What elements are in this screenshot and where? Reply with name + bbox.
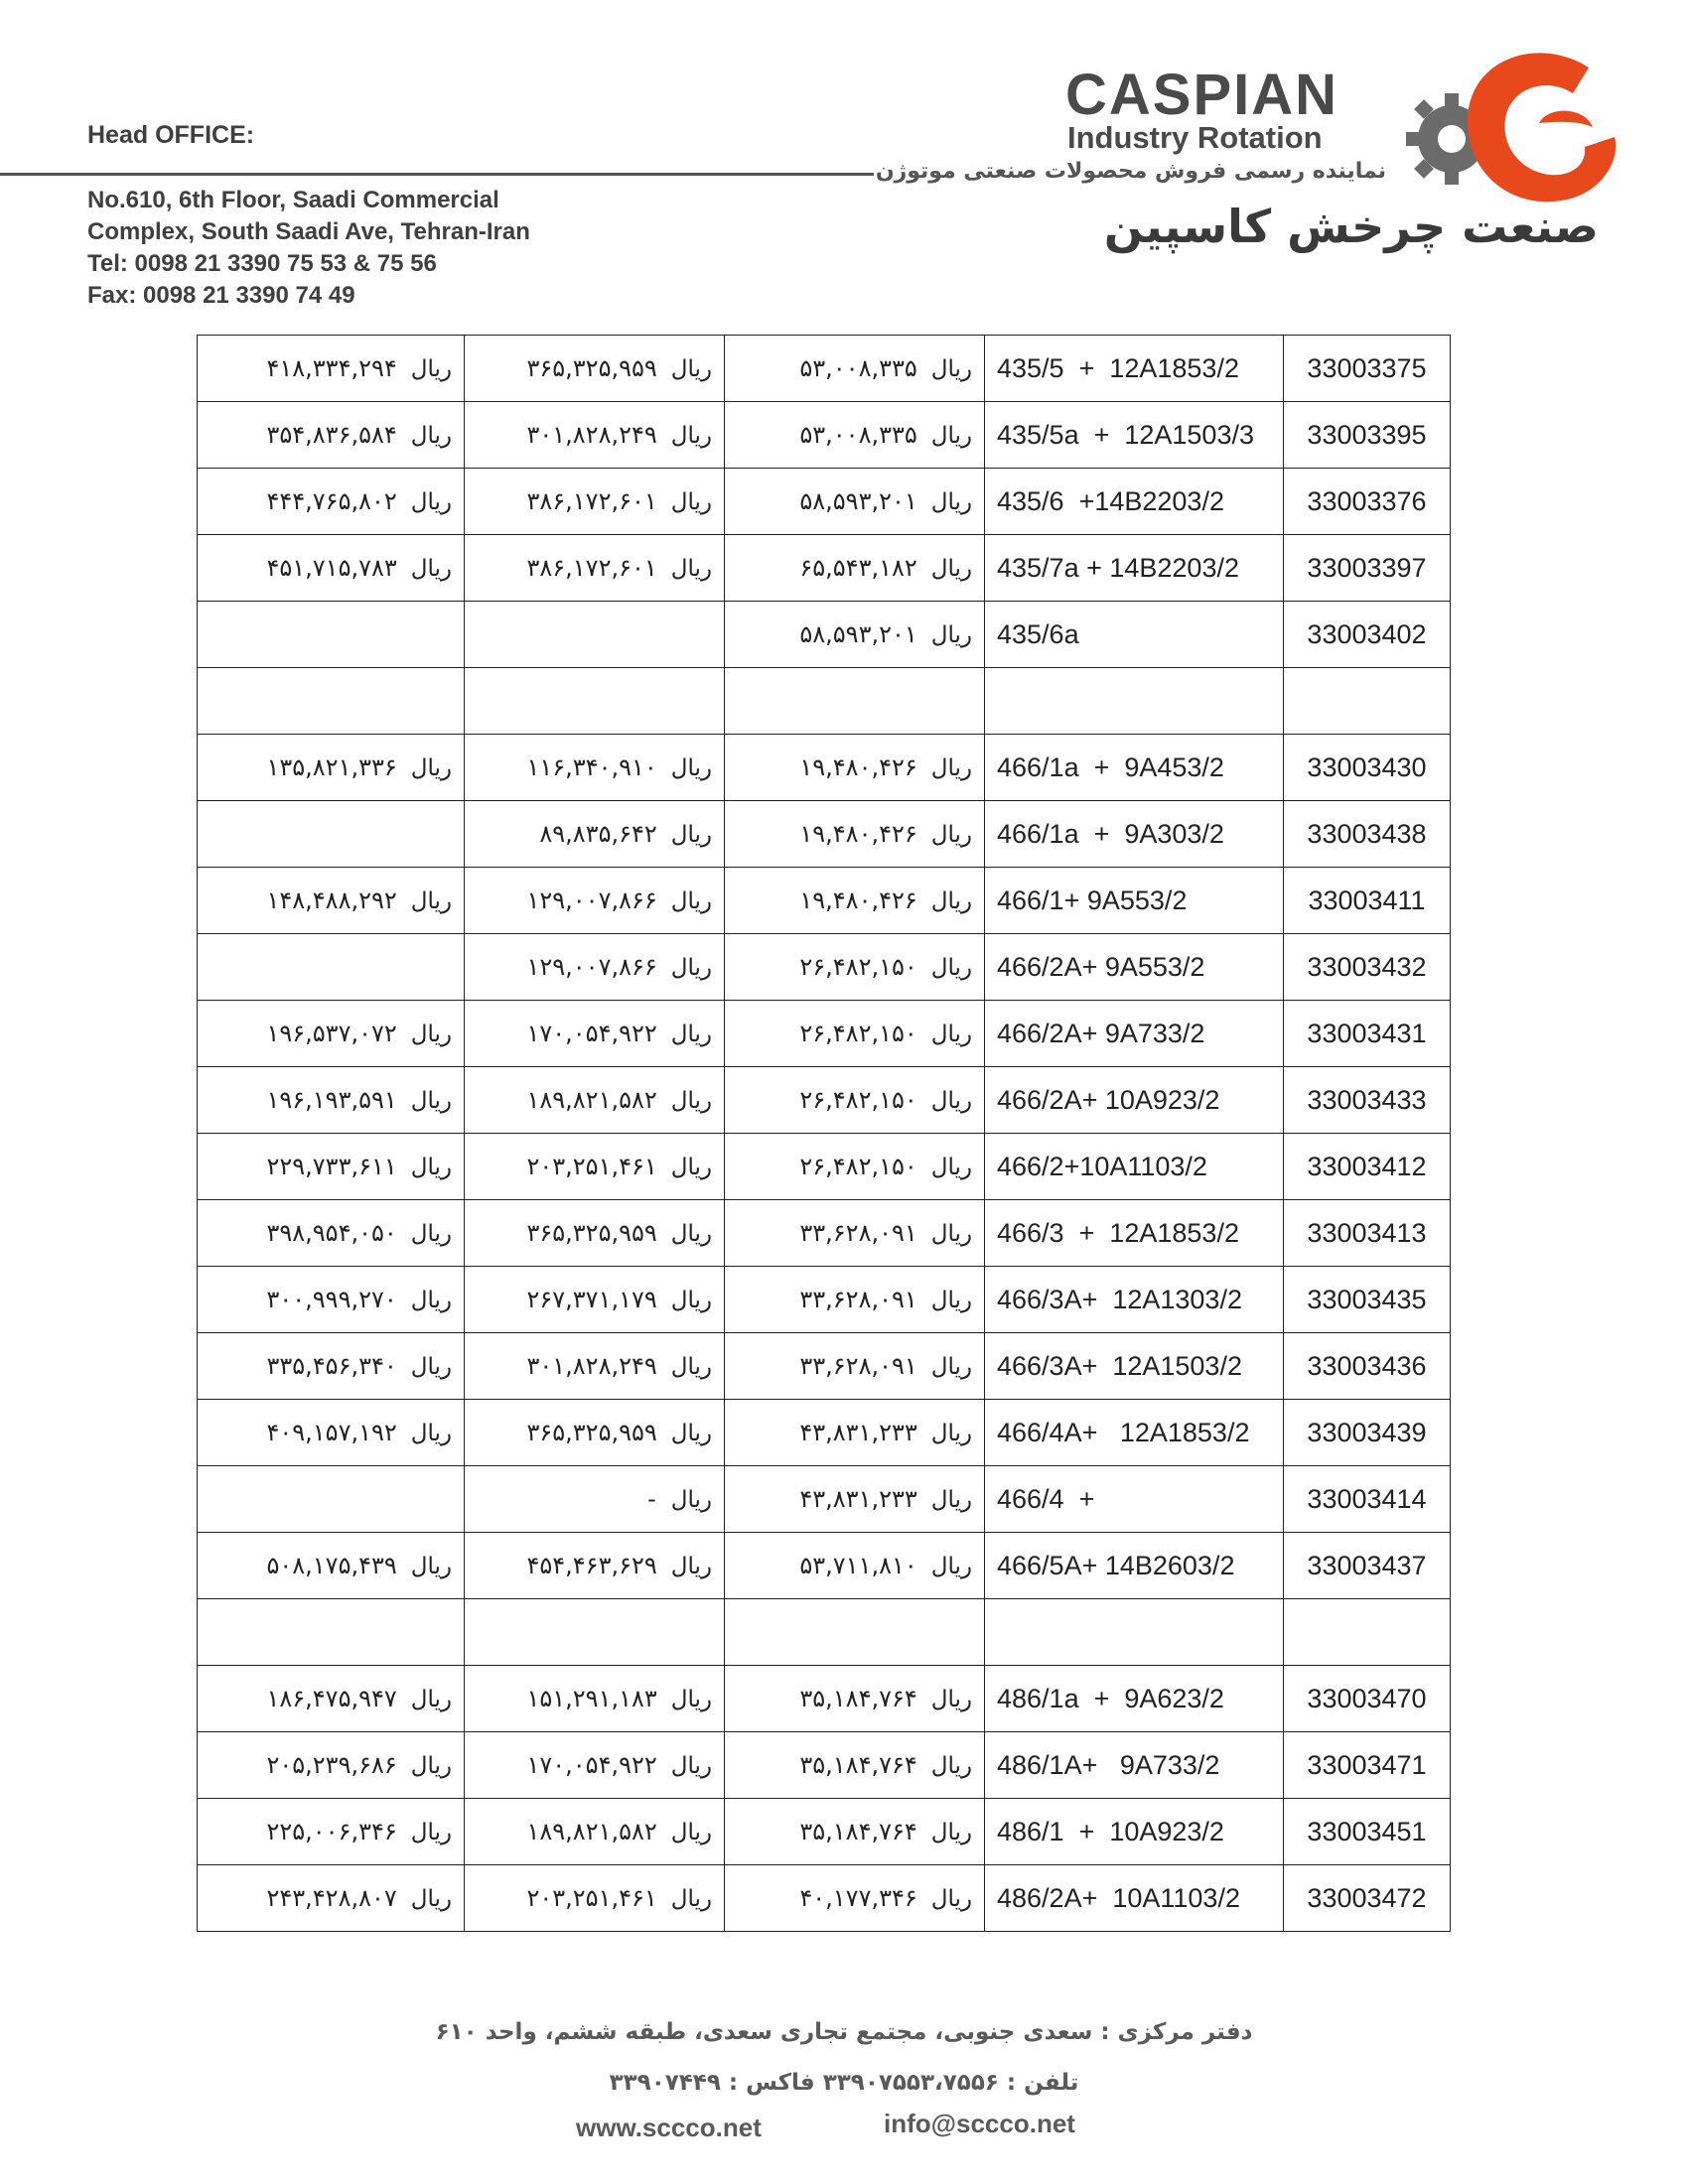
gearbox-price-cell [725,402,985,469]
total-price-cell [198,1799,465,1865]
amount: ۱۸۶,۴۷۵,۹۴۷ [266,1685,397,1712]
currency-label: ریال [410,1155,452,1180]
table-row [198,1466,1451,1533]
table-row [198,1533,1451,1599]
table-row [198,1666,1451,1732]
table-row [198,1865,1451,1932]
total-price-cell [198,1134,465,1200]
gearbox-price-cell [725,868,985,934]
amount: ۲۶,۴۸۲,۱۵۰ [799,1086,917,1114]
motor-price-cell [465,1267,725,1333]
model-cell: 435/7a + 14B2203/2 [985,535,1284,602]
table-row [198,1599,1451,1666]
currency-label: ریال [930,1288,972,1313]
table-row [198,668,1451,735]
amount: ۲۲۹,۷۳۳,۶۱۱ [266,1153,397,1180]
model-cell: 466/3A+ 12A1503/2 [985,1333,1284,1400]
currency-label: ریال [410,423,452,449]
motor-price-cell [465,868,725,934]
currency-label: ریال [930,1820,972,1845]
gearbox-price-cell [725,1732,985,1799]
total-price-cell [198,469,465,535]
currency-label: ریال [670,1687,712,1712]
currency-label: ریال [670,356,712,382]
motor-price-cell [465,469,725,535]
header-divider [0,173,874,176]
code-cell: 33003471 [1284,1732,1451,1799]
gearbox-price-cell [725,801,985,868]
currency-label: ریال [670,423,712,449]
amount: ۵۳,۰۰۸,۳۳۵ [799,421,917,449]
total-price-cell [198,1001,465,1067]
currency-label: ریال [410,1753,452,1779]
amount: ۲۲۵,۰۰۶,۳۴۶ [266,1818,397,1845]
model-cell: 466/1a + 9A453/2 [985,735,1284,801]
currency-label: ریال [410,356,452,382]
code-cell: 33003470 [1284,1666,1451,1732]
motor-price-cell [465,1533,725,1599]
currency-label: ریال [930,556,972,582]
amount: ۱۹۶,۱۹۳,۵۹۱ [266,1086,397,1114]
currency-label: ریال [670,1155,712,1180]
currency-label: ریال [410,1554,452,1579]
amount: ۳۵۴,۸۳۶,۵۸۴ [266,421,397,449]
model-cell: 466/3 + 12A1853/2 [985,1200,1284,1267]
amount: ۳۰۱,۸۲۸,۲۴۹ [526,421,657,449]
amount: ۲۶,۴۸۲,۱۵۰ [799,1153,917,1180]
gearbox-price-cell [725,1200,985,1267]
amount: ۳۶۵,۳۲۵,۹۵۹ [526,1219,657,1247]
table-row [198,1200,1451,1267]
amount: ۳۳,۶۲۸,۰۹۱ [799,1286,917,1313]
total-price-cell [198,801,465,868]
amount: ۱۸۹,۸۲۱,۵۸۲ [526,1818,657,1845]
motor-price-cell [465,602,725,668]
model-cell [985,1599,1284,1666]
price-table-body [198,336,1451,1932]
currency-label: ریال [410,1820,452,1845]
gearbox-price-cell [725,668,985,735]
total-price-cell [198,1400,465,1466]
tel-line: Tel: 0098 21 3390 75 53 & 75 56 [87,250,437,277]
model-cell [985,668,1284,735]
brand-tagline: نماینده رسمی فروش محصولات صنعتی موتوژن [875,159,1386,184]
motor-price-cell [465,1732,725,1799]
amount: ۳۵,۱۸۴,۷۶۴ [799,1818,917,1845]
currency-label: ریال [410,1687,452,1712]
amount: ۳۶۵,۳۲۵,۹۵۹ [526,354,657,382]
amount: ۱۴۸,۴۸۸,۲۹۲ [266,887,397,914]
code-cell: 33003432 [1284,934,1451,1001]
motor-price-cell [465,1400,725,1466]
total-price-cell [198,668,465,735]
model-cell: 466/2+10A1103/2 [985,1134,1284,1200]
total-price-cell [198,336,465,402]
model-cell: 466/5A+ 14B2603/2 [985,1533,1284,1599]
gearbox-price-cell [725,1799,985,1865]
amount: ۳۵,۱۸۴,۷۶۴ [799,1751,917,1779]
code-cell: 33003397 [1284,535,1451,602]
total-price-cell [198,1466,465,1533]
motor-price-cell [465,1666,725,1732]
code-cell: 33003436 [1284,1333,1451,1400]
currency-label: ریال [410,1354,452,1380]
amount: - [647,1485,657,1513]
amount: ۱۲۹,۰۰۷,۸۶۶ [526,953,657,981]
amount: ۴۰۹,۱۵۷,۱۹۲ [266,1419,397,1446]
currency-label: ریال [930,888,972,914]
table-row [198,602,1451,668]
price-table [197,335,1451,1932]
currency-label: ریال [670,1886,712,1912]
currency-label: ریال [930,755,972,781]
currency-label: ریال [670,755,712,781]
total-price-cell [198,1666,465,1732]
amount: ۳۰۰,۹۹۹,۲۷۰ [266,1286,397,1313]
office-title: Head OFFICE: [87,121,255,149]
total-price-cell [198,1267,465,1333]
gearbox-price-cell [725,1134,985,1200]
currency-label: ریال [670,489,712,515]
table-row [198,1799,1451,1865]
amount: ۱۲۹,۰۰۷,۸۶۶ [526,887,657,914]
currency-label: ریال [930,489,972,515]
code-cell: 33003435 [1284,1267,1451,1333]
code-cell [1284,1599,1451,1666]
total-price-cell [198,735,465,801]
amount: ۲۰۳,۲۵۱,۴۶۱ [526,1153,657,1180]
code-cell: 33003375 [1284,336,1451,402]
table-row [198,1001,1451,1067]
currency-label: ریال [930,1487,972,1513]
motor-price-cell [465,336,725,402]
table-row [198,1333,1451,1400]
amount: ۱۷۰,۰۵۴,۹۲۲ [526,1751,657,1779]
amount: ۳۳,۶۲۸,۰۹۱ [799,1352,917,1380]
code-cell: 33003433 [1284,1067,1451,1134]
currency-label: ریال [670,888,712,914]
model-cell: 486/1a + 9A623/2 [985,1666,1284,1732]
motor-price-cell [465,1134,725,1200]
amount: ۱۳۵,۸۲۱,۳۳۶ [266,753,397,781]
gearbox-price-cell [725,1067,985,1134]
currency-label: ریال [670,556,712,582]
gearbox-price-cell [725,1599,985,1666]
total-price-cell [198,1533,465,1599]
currency-label: ریال [410,1421,452,1446]
brand-name: CASPIAN [1065,63,1339,127]
amount: ۴۴۴,۷۶۵,۸۰۲ [266,487,397,515]
amount: ۳۵,۱۸۴,۷۶۴ [799,1685,917,1712]
footer-website-link[interactable]: www.sccco.net [576,2113,762,2142]
gearbox-price-cell [725,469,985,535]
currency-label: ریال [930,822,972,848]
model-cell: 466/4 + [985,1466,1284,1533]
motor-price-cell [465,1067,725,1134]
amount: ۳۳۵,۴۵۶,۳۴۰ [266,1352,397,1380]
code-cell: 33003402 [1284,602,1451,668]
amount: ۳۳,۶۲۸,۰۹۱ [799,1219,917,1247]
currency-label: ریال [410,1088,452,1114]
motor-price-cell [465,1865,725,1932]
table-row [198,801,1451,868]
total-price-cell [198,868,465,934]
amount: ۴۵۴,۴۶۳,۶۲۹ [526,1552,657,1579]
gearbox-price-cell [725,1533,985,1599]
table-row [198,535,1451,602]
gearbox-price-cell [725,602,985,668]
gearbox-price-cell [725,1400,985,1466]
office-address [87,185,530,312]
currency-label: ریال [670,1288,712,1313]
amount: ۱۱۶,۳۴۰,۹۱۰ [526,753,657,781]
table-row [198,1732,1451,1799]
currency-label: ریال [930,622,972,648]
currency-label: ریال [670,1554,712,1579]
amount: ۴۰,۱۷۷,۳۴۶ [799,1884,917,1912]
footer-address: دفتر مرکزی : سعدی جنوبی، مجتمع تجاری سعدی، طبقه ششم، واحد ۶۱۰ [435,2019,1253,2045]
gearbox-price-cell [725,1865,985,1932]
amount: ۵۸,۵۹۳,۲۰۱ [799,487,917,515]
motor-price-cell [465,1466,725,1533]
brand-persian-name: صنعت چرخش کاسپین [1103,200,1599,253]
currency-label: ریال [410,1022,452,1047]
currency-label: ریال [670,1022,712,1047]
fax-line: Fax: 0098 21 3390 74 49 [87,282,355,309]
currency-label: ریال [930,1554,972,1579]
total-price-cell [198,1333,465,1400]
total-price-cell [198,602,465,668]
currency-label: ریال [410,489,452,515]
motor-price-cell [465,735,725,801]
currency-label: ریال [670,1221,712,1247]
amount: ۵۳,۷۱۱,۸۱۰ [799,1552,917,1579]
model-cell: 486/1 + 10A923/2 [985,1799,1284,1865]
motor-price-cell [465,801,725,868]
currency-label: ریال [930,1354,972,1380]
amount: ۲۰۳,۲۵۱,۴۶۱ [526,1884,657,1912]
motor-price-cell [465,1333,725,1400]
total-price-cell [198,1732,465,1799]
total-price-cell [198,402,465,469]
motor-price-cell [465,1799,725,1865]
amount: ۶۵,۵۴۳,۱۸۲ [799,554,917,582]
currency-label: ریال [410,1886,452,1912]
model-cell: 435/6a [985,602,1284,668]
amount: ۳۰۱,۸۲۸,۲۴۹ [526,1352,657,1380]
code-cell: 33003431 [1284,1001,1451,1067]
code-cell: 33003411 [1284,868,1451,934]
address-line: Complex, South Saadi Ave, Tehran-Iran [87,218,530,245]
currency-label: ریال [410,755,452,781]
code-cell: 33003430 [1284,735,1451,801]
total-price-cell [198,1200,465,1267]
currency-label: ریال [930,1421,972,1446]
gearbox-price-cell [725,535,985,602]
amount: ۱۹,۴۸۰,۴۲۶ [799,753,917,781]
table-row [198,469,1451,535]
total-price-cell [198,535,465,602]
gearbox-price-cell [725,1267,985,1333]
amount: ۱۵۱,۲۹۱,۱۸۳ [526,1685,657,1712]
swirl-mark [1468,53,1616,202]
motor-price-cell [465,535,725,602]
gearbox-price-cell [725,934,985,1001]
model-cell: 486/1A+ 9A733/2 [985,1732,1284,1799]
table-row [198,934,1451,1001]
model-cell: 466/2A+ 10A923/2 [985,1067,1284,1134]
footer-phone: تلفن : ۳۳۹۰۷۵۵۳،۷۵۵۶ فاکس : ۳۳۹۰۷۴۴۹ [609,2070,1079,2096]
swirl-inner [1539,111,1593,127]
currency-label: ریال [930,1088,972,1114]
gearbox-price-cell [725,1001,985,1067]
currency-label: ریال [410,556,452,582]
amount: ۴۳,۸۳۱,۲۳۳ [799,1419,917,1446]
amount: ۱۷۰,۰۵۴,۹۲۲ [526,1020,657,1047]
code-cell: 33003451 [1284,1799,1451,1865]
amount: ۲۶,۴۸۲,۱۵۰ [799,1020,917,1047]
caspian-logo-icon [1390,28,1638,256]
currency-label: ریال [670,1753,712,1779]
model-cell: 466/2A+ 9A553/2 [985,934,1284,1001]
table-row [198,1267,1451,1333]
gearbox-price-cell [725,1466,985,1533]
amount: ۵۸,۵۹۳,۲۰۱ [799,620,917,648]
code-cell: 33003472 [1284,1865,1451,1932]
motor-price-cell [465,1599,725,1666]
code-cell: 33003414 [1284,1466,1451,1533]
amount: ۱۹۶,۵۳۷,۰۷۲ [266,1020,397,1047]
currency-label: ریال [930,423,972,449]
table-row [198,735,1451,801]
model-cell: 435/5a + 12A1503/3 [985,402,1284,469]
motor-price-cell [465,668,725,735]
currency-label: ریال [930,1886,972,1912]
currency-label: ریال [670,1820,712,1845]
model-cell: 466/1+ 9A553/2 [985,868,1284,934]
currency-label: ریال [930,356,972,382]
motor-price-cell [465,1200,725,1267]
total-price-cell [198,1599,465,1666]
amount: ۴۳,۸۳۱,۲۳۳ [799,1485,917,1513]
table-row [198,1134,1451,1200]
amount: ۱۹,۴۸۰,۴۲۶ [799,887,917,914]
currency-label: ریال [410,1221,452,1247]
amount: ۳۸۶,۱۷۲,۶۰۱ [526,554,657,582]
model-cell: 466/3A+ 12A1303/2 [985,1267,1284,1333]
currency-label: ریال [670,1487,712,1513]
amount: ۲۶۷,۳۷۱,۱۷۹ [526,1286,657,1313]
code-cell: 33003439 [1284,1400,1451,1466]
amount: ۲۰۵,۲۳۹,۶۸۶ [266,1751,397,1779]
model-cell: 466/1a + 9A303/2 [985,801,1284,868]
footer-email-link[interactable]: info@sccco.net [884,2109,1075,2138]
brand-subtitle: Industry Rotation [1067,120,1323,155]
amount: ۴۱۸,۳۳۴,۲۹۴ [266,354,397,382]
amount: ۸۹,۸۳۵,۶۴۲ [539,820,657,848]
amount: ۲۴۳,۴۲۸,۸۰۷ [266,1884,397,1912]
motor-price-cell [465,402,725,469]
amount: ۱۸۹,۸۲۱,۵۸۲ [526,1086,657,1114]
currency-label: ریال [930,955,972,981]
table-row [198,1400,1451,1466]
currency-label: ریال [670,822,712,848]
address-line: No.610, 6th Floor, Saadi Commercial [87,187,499,213]
currency-label: ریال [670,1421,712,1446]
code-cell: 33003395 [1284,402,1451,469]
currency-label: ریال [670,1354,712,1380]
currency-label: ریال [930,1221,972,1247]
currency-label: ریال [670,1088,712,1114]
model-cell: 466/4A+ 12A1853/2 [985,1400,1284,1466]
total-price-cell [198,1067,465,1134]
code-cell [1284,668,1451,735]
amount: ۳۹۸,۹۵۴,۰۵۰ [266,1219,397,1247]
code-cell: 33003412 [1284,1134,1451,1200]
gearbox-price-cell [725,1333,985,1400]
currency-label: ریال [930,1687,972,1712]
code-cell: 33003413 [1284,1200,1451,1267]
gearbox-price-cell [725,1666,985,1732]
amount: ۳۸۶,۱۷۲,۶۰۱ [526,487,657,515]
currency-label: ریال [670,955,712,981]
model-cell: 486/2A+ 10A1103/2 [985,1865,1284,1932]
gearbox-price-cell [725,735,985,801]
model-cell: 435/5 + 12A1853/2 [985,336,1284,402]
amount: ۴۵۱,۷۱۵,۷۸۳ [266,554,397,582]
total-price-cell [198,934,465,1001]
amount: ۵۳,۰۰۸,۳۳۵ [799,354,917,382]
code-cell: 33003437 [1284,1533,1451,1599]
currency-label: ریال [930,1022,972,1047]
table-row [198,336,1451,402]
code-cell: 33003438 [1284,801,1451,868]
gearbox-price-cell [725,336,985,402]
amount: ۱۹,۴۸۰,۴۲۶ [799,820,917,848]
model-cell: 466/2A+ 9A733/2 [985,1001,1284,1067]
table-row [198,402,1451,469]
currency-label: ریال [410,888,452,914]
model-cell: 435/6 +14B2203/2 [985,469,1284,535]
table-row [198,868,1451,934]
code-cell: 33003376 [1284,469,1451,535]
motor-price-cell [465,934,725,1001]
total-price-cell [198,1865,465,1932]
amount: ۲۶,۴۸۲,۱۵۰ [799,953,917,981]
amount: ۳۶۵,۳۲۵,۹۵۹ [526,1419,657,1446]
currency-label: ریال [930,1753,972,1779]
currency-label: ریال [410,1288,452,1313]
table-row [198,1067,1451,1134]
currency-label: ریال [930,1155,972,1180]
amount: ۵۰۸,۱۷۵,۴۳۹ [266,1552,397,1579]
motor-price-cell [465,1001,725,1067]
